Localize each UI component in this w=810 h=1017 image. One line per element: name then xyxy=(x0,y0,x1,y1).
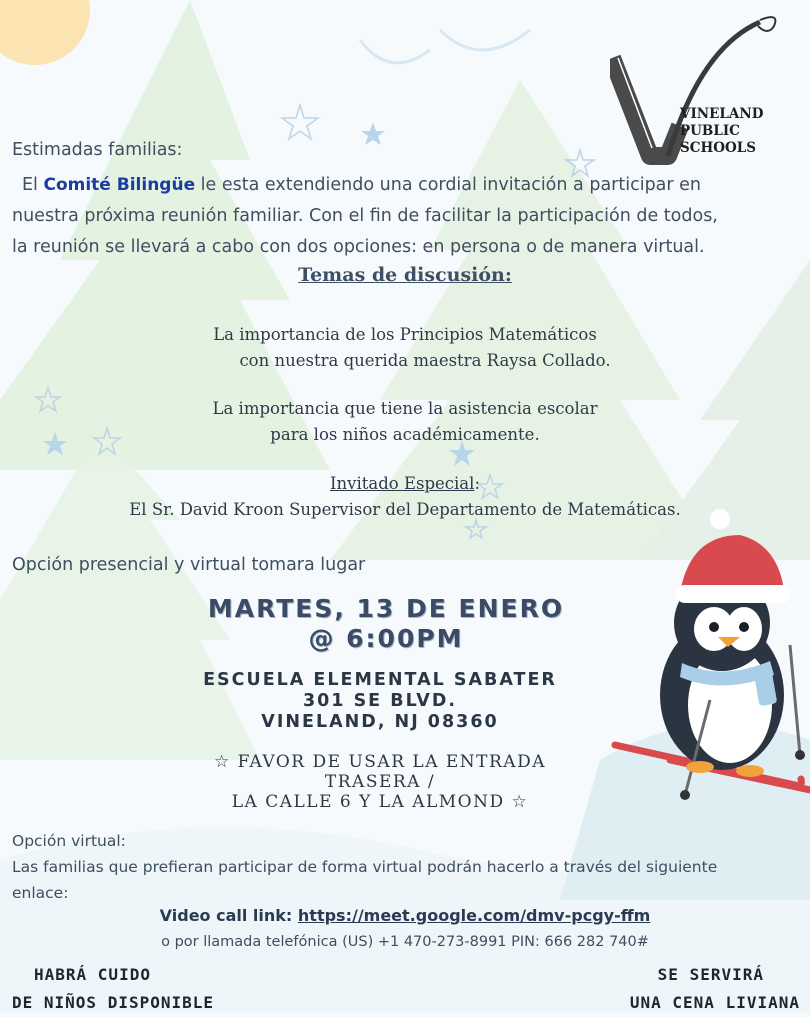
address-line-2: 301 SE BLVD. xyxy=(302,691,458,711)
childcare-line-1: HABRÁ CUIDO xyxy=(34,965,151,984)
phone-info: o por llamada telefónica (US) +1 470-273-8991 PIN: 666 282 740# xyxy=(161,934,649,950)
entrance-line-1: ☆ FAVOR DE USAR LA ENTRADA xyxy=(214,752,546,772)
greeting: Estimadas familias: xyxy=(12,140,183,160)
special-guest-heading xyxy=(0,471,810,497)
address-line-1: ESCUELA ELEMENTAL SABATER xyxy=(203,670,557,690)
logo-line-1: VINELAND xyxy=(680,106,764,122)
entrance-line-3: LA CALLE 6 Y LA ALMOND ☆ xyxy=(231,792,529,812)
invitation-line-1-rest: le esta extendiendo una cordial invitación a participar en xyxy=(195,175,702,195)
topic-1-line-2: con nuestra querida maestra Raysa Collado. xyxy=(239,351,611,370)
logo-line-3: SCHOOLS xyxy=(680,140,757,156)
logo-text xyxy=(680,106,763,157)
topic-1 xyxy=(0,322,810,374)
topic-2 xyxy=(0,396,810,448)
topic-1-line-1: La importancia de los Principios Matemáticos xyxy=(213,325,597,344)
topic-2-line-1: La importancia que tiene la asistencia escolar xyxy=(212,399,598,418)
topics-heading: Temas de discusión: xyxy=(298,264,512,286)
logo-line-2: PUBLIC xyxy=(680,123,740,139)
address-line-3: VINELAND, NJ 08360 xyxy=(261,712,499,732)
dinner-line-2: UNA CENA LIVIANA xyxy=(629,993,800,1012)
entrance-note xyxy=(0,752,760,812)
entrance-line-2: TRASERA / xyxy=(324,772,436,792)
special-guest xyxy=(0,471,810,523)
option-text: Opción presencial y virtual tomara lugar xyxy=(12,555,366,575)
dinner-note xyxy=(550,961,800,1017)
invitation-paragraph xyxy=(12,170,802,263)
special-guest-label: Invitado Especial xyxy=(330,474,475,493)
invitation-line-2: nuestra próxima reunión familiar. Con el fin de facilitar la participación de todos, xyxy=(12,206,718,226)
invitation-line-1 xyxy=(12,170,802,201)
special-guest-name: El Sr. David Kroon Supervisor del Departamento de Matemáticas. xyxy=(129,500,681,519)
childcare-note xyxy=(12,961,272,1017)
event-date-time xyxy=(0,594,772,654)
invitation-line-3: la reunión se llevará a cabo con dos opciones: en persona o de manera virtual. xyxy=(12,237,705,257)
video-call-link[interactable]: https://meet.google.com/dmv-pcgy-ffm xyxy=(297,906,651,925)
dinner-line-1: SE SERVIRÁ xyxy=(657,965,764,984)
video-call xyxy=(0,906,810,925)
virtual-line-2: enlace: xyxy=(12,884,69,902)
virtual-heading: Opción virtual: xyxy=(12,832,126,850)
special-guest-colon: : xyxy=(474,474,480,493)
committee-name: Comité Bilingüe xyxy=(43,175,196,195)
virtual-line-1: Las familias que prefieran participar de forma virtual podrán hacerlo a través del siguiente xyxy=(12,858,718,876)
virtual-option xyxy=(12,828,802,906)
topic-2-line-2: para los niños académicamente. xyxy=(270,425,540,444)
event-time: @ 6:00PM xyxy=(308,624,464,653)
event-date: MARTES, 13 DE ENERO xyxy=(207,594,565,623)
childcare-line-2: DE NIÑOS DISPONIBLE xyxy=(12,993,215,1012)
event-address xyxy=(0,670,760,733)
video-call-label: Video call link: xyxy=(159,906,298,925)
invitation-prefix: El xyxy=(22,175,44,195)
